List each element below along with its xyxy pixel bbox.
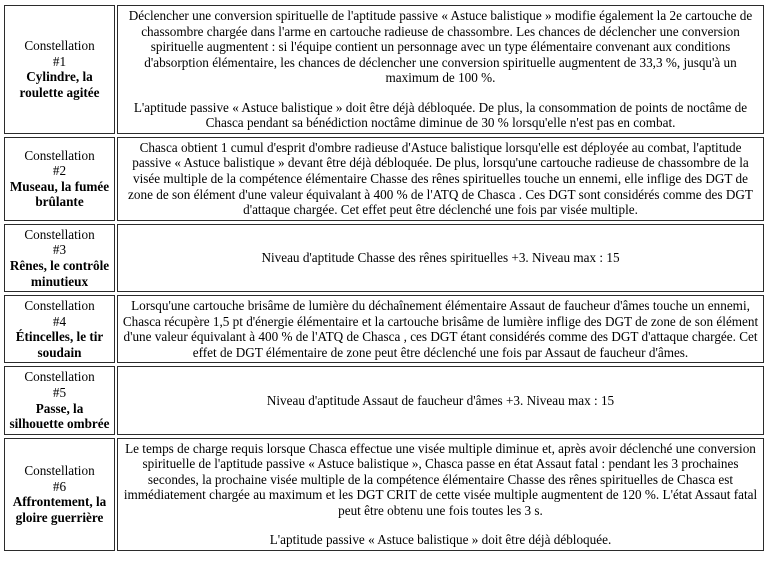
constellation-name-cell xyxy=(4,295,115,363)
constellation-number: #2 xyxy=(52,163,67,179)
constellation-title: Cylindre, la roulette agitée xyxy=(19,69,100,101)
table-row xyxy=(4,137,764,221)
constellation-number: #4 xyxy=(52,313,67,329)
constellation-description-cell xyxy=(117,5,764,134)
description-paragraph: L'aptitude passive « Astuce balistique » doit être déjà débloquée. xyxy=(269,532,612,548)
constellation-number: #1 xyxy=(52,53,67,69)
table-body xyxy=(4,5,764,551)
constellation-label: Constellation xyxy=(24,298,95,314)
description-paragraph: Chasca obtient 1 cumul d'esprit d'ombre radieuse d'Astuce balistique lorsqu'elle est déployée au combat, l'aptitude passive « Astuce balistique » devant être déjà débloquée. De plus, lorsqu'une cartouche radieuse de chassombre de la visée multiple de la compétence élémentaire Chasse des rênes spirituelles touche un ennemi, elle inflige des DGT de zone de son élément d'une valeur équivalant à 400 % de l'ATQ de Chasca . Ces DGT sont considérés comme des DGT d'attaque chargée. Cet effet peut être déclenché une fois par visée multiple. xyxy=(128,139,753,218)
description-paragraph: Niveau d'aptitude Assaut de faucheur d'âmes +3. Niveau max : 15 xyxy=(266,392,615,408)
constellation-label: Constellation xyxy=(24,369,95,385)
constellation-label: Constellation xyxy=(24,147,95,163)
constellation-title: Étincelles, le tir soudain xyxy=(15,329,104,360)
constellation-description-cell xyxy=(117,366,764,434)
constellation-title: Rênes, le contrôle minutieux xyxy=(9,257,110,289)
table-row xyxy=(4,5,764,134)
constellation-number: #3 xyxy=(52,242,67,258)
table-row xyxy=(4,438,764,551)
constellation-description-cell xyxy=(117,137,764,221)
constellation-label: Constellation xyxy=(24,38,95,54)
constellation-label: Constellation xyxy=(24,463,95,479)
description-paragraph: Déclencher une conversion spirituelle de l'aptitude passive « Astuce balistique » modifie également la 2e cartouche de chassombre chargée dans l'arme en cartouche radieuse de chassombre. Les chances de déclencher une conversion spirituelle augmentent : si l'équipe contient un personnage avec un type élémentaire convenant aux conditions d'absorption élémentaire, les chances de déclencher une conversion spirituelle augmentent de 33,3 %, jusqu'à un maximum de 100 %. xyxy=(128,8,753,86)
table-row xyxy=(4,224,764,292)
constellation-name-cell xyxy=(4,5,115,134)
constellation-title: Passe, la silhouette ombrée xyxy=(9,400,110,432)
constellation-label: Constellation xyxy=(24,226,95,242)
constellation-name-cell xyxy=(4,438,115,551)
constellation-name-cell xyxy=(4,224,115,292)
constellation-table xyxy=(2,2,766,554)
constellation-description-cell xyxy=(117,438,764,551)
constellation-title: Affrontement, la gloire guerrière xyxy=(12,494,107,525)
constellation-description-cell xyxy=(117,224,764,292)
constellation-name-cell xyxy=(4,366,115,434)
description-paragraph: L'aptitude passive « Astuce balistique » doit être déjà débloquée. De plus, la consommation de points de noctâme de Chasca pendant sa bénédiction noctâme diminue de 30 % lorsqu'elle n'est pas en combat. xyxy=(133,99,748,131)
constellation-description-cell xyxy=(117,295,764,363)
constellation-title: Museau, la fumée brûlante xyxy=(9,178,110,210)
constellation-number: #5 xyxy=(52,385,67,400)
description-paragraph: Niveau d'aptitude Chasse des rênes spirituelles +3. Niveau max : 15 xyxy=(261,250,620,266)
description-paragraph: Le temps de charge requis lorsque Chasca effectue une visée multiple diminue et, après avoir déclenché une conversion spirituelle de l'aptitude passive « Astuce balistique », Chasca passe en état Assaut fatal : pendant les 3 prochaines secondes, la prochaine visée multiple de la compétence élémentaire Chasse des rênes spirituelles de Chasca est immédiatement chargée au maximum et les DGT CRIT de cette visée multiple augmentent de 120 %. L'état Assaut fatal peut être obtenu une fois toutes les 3 s. xyxy=(123,440,758,519)
constellation-name-cell xyxy=(4,137,115,221)
description-paragraph: Lorsqu'une cartouche brisâme de lumière du déchaînement élémentaire Assaut de faucheur d'âmes touche un ennemi, Chasca récupère 1,5 pt d'énergie élémentaire et la cartouche brisâme de lumière inflige des DGT de zone de son élément d'une valeur équivalant à 400 % de l'ATQ de Chasca , ces DGT étant considérés comme des DGT d'attaque chargée. Cet effet de DGT élémentaire de zone peut être déclenché une fois par Assaut de faucheur d'âmes. xyxy=(122,298,759,360)
constellation-number: #6 xyxy=(52,478,67,494)
table-row xyxy=(4,366,764,434)
table-row xyxy=(4,295,764,363)
